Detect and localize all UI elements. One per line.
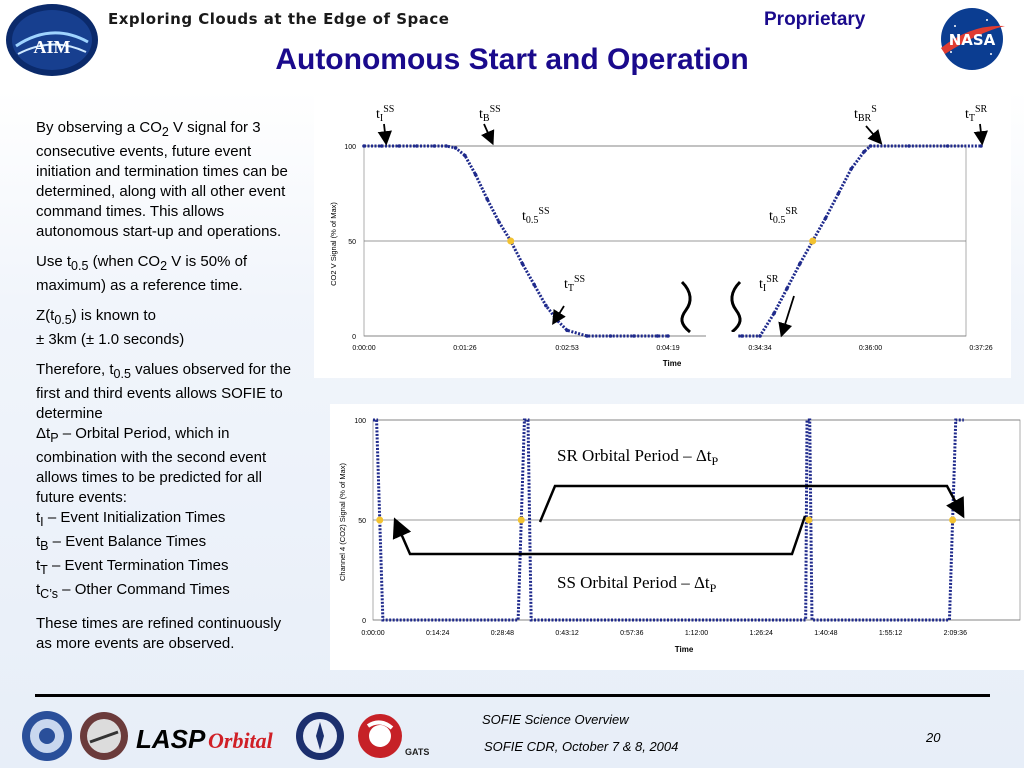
data-point [532,283,536,287]
x-tick-label: 2:09:36 [943,630,967,637]
sr-period-arrow [540,486,962,522]
x-tick-label: 1:40:48 [814,630,838,637]
data-point [979,144,983,148]
data-point [485,197,489,201]
x-tick-label: 0:36:00 [858,345,883,352]
data-point [544,304,548,308]
data-point [444,144,448,148]
y-axis-label: CO2 V Signal (% of Max) [329,202,338,286]
paragraph-refined: These times are refined continuously as more events are observed. [36,615,282,652]
ss-orbital-period-label: SS Orbital Period – $\Delta t_P$ [557,573,717,595]
paragraph-observing: By observing a $CO_2$ V signal for 3 consecutive events, future event initiation and termination times can be determined, along with all other event command times. This allows autonomous start-up and operations. [36,119,288,240]
label-tb-ss: $t_B^{SS}$ [479,104,501,124]
arrow-tb-ss [484,124,492,142]
data-point [772,311,776,315]
x-tick-label: 0:00:00 [352,345,376,352]
data-point [380,144,384,148]
definition-tt: $t_T$ – Event Termination Times [36,557,229,577]
ss-period-arrow [396,516,805,554]
axis-break-mark [732,282,740,332]
data-point [521,262,525,266]
data-point [656,334,660,338]
x-tick-label: 0:28:48 [490,630,515,637]
x-tick-label: 0:43:12 [555,630,579,637]
data-point [609,334,613,338]
svg-text:AIM: AIM [33,37,71,57]
x-tick-label: 1:55:12 [878,630,903,637]
data-point [837,192,841,196]
label-tt-ss: $t_T^{SS}$ [564,274,586,294]
data-point [433,144,437,148]
chart1-annotations [376,104,988,294]
x-tick-label: 0:57:36 [620,630,644,637]
label-tt-sr: $t_T^{SR}$ [965,104,988,124]
half-max-point [518,517,525,524]
event-chart-box [314,96,1011,378]
hampton-seal-icon [22,711,72,761]
definition-ti: $t_I$ – Event Initialization Times [36,509,226,529]
x-tick-label: 0:04:19 [656,345,680,352]
y-tick-label: 50 [348,239,356,246]
page-number: 20 [926,730,941,745]
event-signal-chart [314,96,1011,378]
x-tick-label: 0:37:26 [969,345,993,352]
definition-tb: $t_B$ – Event Balance Times [36,533,207,553]
university-seal-icon [296,712,344,760]
data-point [474,173,478,177]
y-tick-label: 50 [358,518,366,525]
x-axis-label: Time [674,645,694,654]
svg-text:NASA: NASA [948,31,996,49]
y-tick-label: 0 [362,618,366,625]
partner-logos [20,708,440,764]
arrow-ti-ss [384,124,386,142]
arrow-ti-sr [782,296,794,334]
x-tick-label: 0:01:26 [453,345,477,352]
half-max-point [809,238,816,245]
y-axis-label: Channel 4 (CO2) Signal (% of Max) [338,463,347,581]
body-text [36,118,301,664]
footer-subtitle: SOFIE Science Overview [482,712,629,727]
data-point [785,287,789,291]
data-point [824,216,828,220]
data-point [362,144,366,148]
half-max-point [805,517,812,524]
y-tick-label: 100 [354,418,366,425]
proprietary-label: Proprietary [764,9,866,30]
definition-tc: $t_{C’s}$ – Other Command Times [36,581,230,601]
chart1-arrows [384,124,982,334]
x-tick-label: 0:00:00 [361,630,385,637]
data-point [585,334,589,338]
data-point [415,144,419,148]
data-point [907,144,911,148]
data-point [798,262,802,266]
axis-break-mark [682,282,690,332]
data-point [740,334,744,338]
label-tb-sr: $t_{BR}^S$ [854,104,877,124]
data-point [849,167,853,171]
data-point [946,144,950,148]
label-t05-ss: $t_{0.5}^{SS}$ [522,206,550,226]
data-point [869,144,873,148]
mission-seal-icon [80,712,128,760]
label-ti-sr: $t_I^{SR}$ [759,274,779,294]
paragraph-reference: Use $t_{0.5}$ (when $CO_2$ V is 50% of maximum) as a reference time. [36,253,248,294]
data-point [454,146,458,150]
data-point [862,150,866,154]
data-point [463,154,467,158]
orbital-logo: Orbital [208,728,273,753]
data-point [497,220,501,224]
arrow-tb-sr [866,126,880,142]
label-t05-sr: $t_{0.5}^{SR}$ [769,206,798,226]
arrow-tt-sr [980,124,982,142]
data-point [758,334,762,338]
x-tick-label: 0:34:34 [748,345,772,352]
half-max-point [949,517,956,524]
paragraph-altitude: $Z(t_{0.5})$ is known to ± 3km (± 1.0 seconds) [36,307,185,348]
x-tick-label: 1:12:00 [684,630,709,637]
y-tick-label: 0 [352,334,356,341]
gats-logo-text: GATS [405,747,430,757]
lasp-logo: LASP [136,724,206,754]
half-max-point [507,238,514,245]
data-point [397,144,401,148]
orbit-chart-box [330,404,1024,670]
data-point [565,329,569,333]
label-ti-ss: $t_I^{SS}$ [376,104,395,124]
page-title: Autonomous Start and Operation [275,43,749,76]
footer-meeting: SOFIE CDR, October 7 & 8, 2004 [484,739,679,754]
data-point [666,334,670,338]
paragraph-therefore: Therefore, $t_{0.5}$ values observed for the first and third events allows SOFIE to determine $\Delta t_P$ – Orbital Period, which in combination with the second event allows times to be predicted for all future events: [36,361,292,506]
x-tick-label: 0:14:24 [426,630,450,637]
half-max-point [376,517,383,524]
orbit-signal-chart [330,404,1024,670]
sr-orbital-period-label: SR Orbital Period – $\Delta t_P$ [557,446,719,468]
nasa-logo [935,6,1009,72]
x-axis-label: Time [662,359,682,368]
y-tick-label: 100 [344,144,356,151]
gats-logo-icon [358,714,402,758]
footer-divider [35,694,990,697]
x-tick-label: 0:02:53 [555,345,579,352]
x-tick-label: 1:26:24 [749,630,773,637]
mission-title: Exploring Clouds at the Edge of Space [108,10,450,28]
data-point [632,334,636,338]
